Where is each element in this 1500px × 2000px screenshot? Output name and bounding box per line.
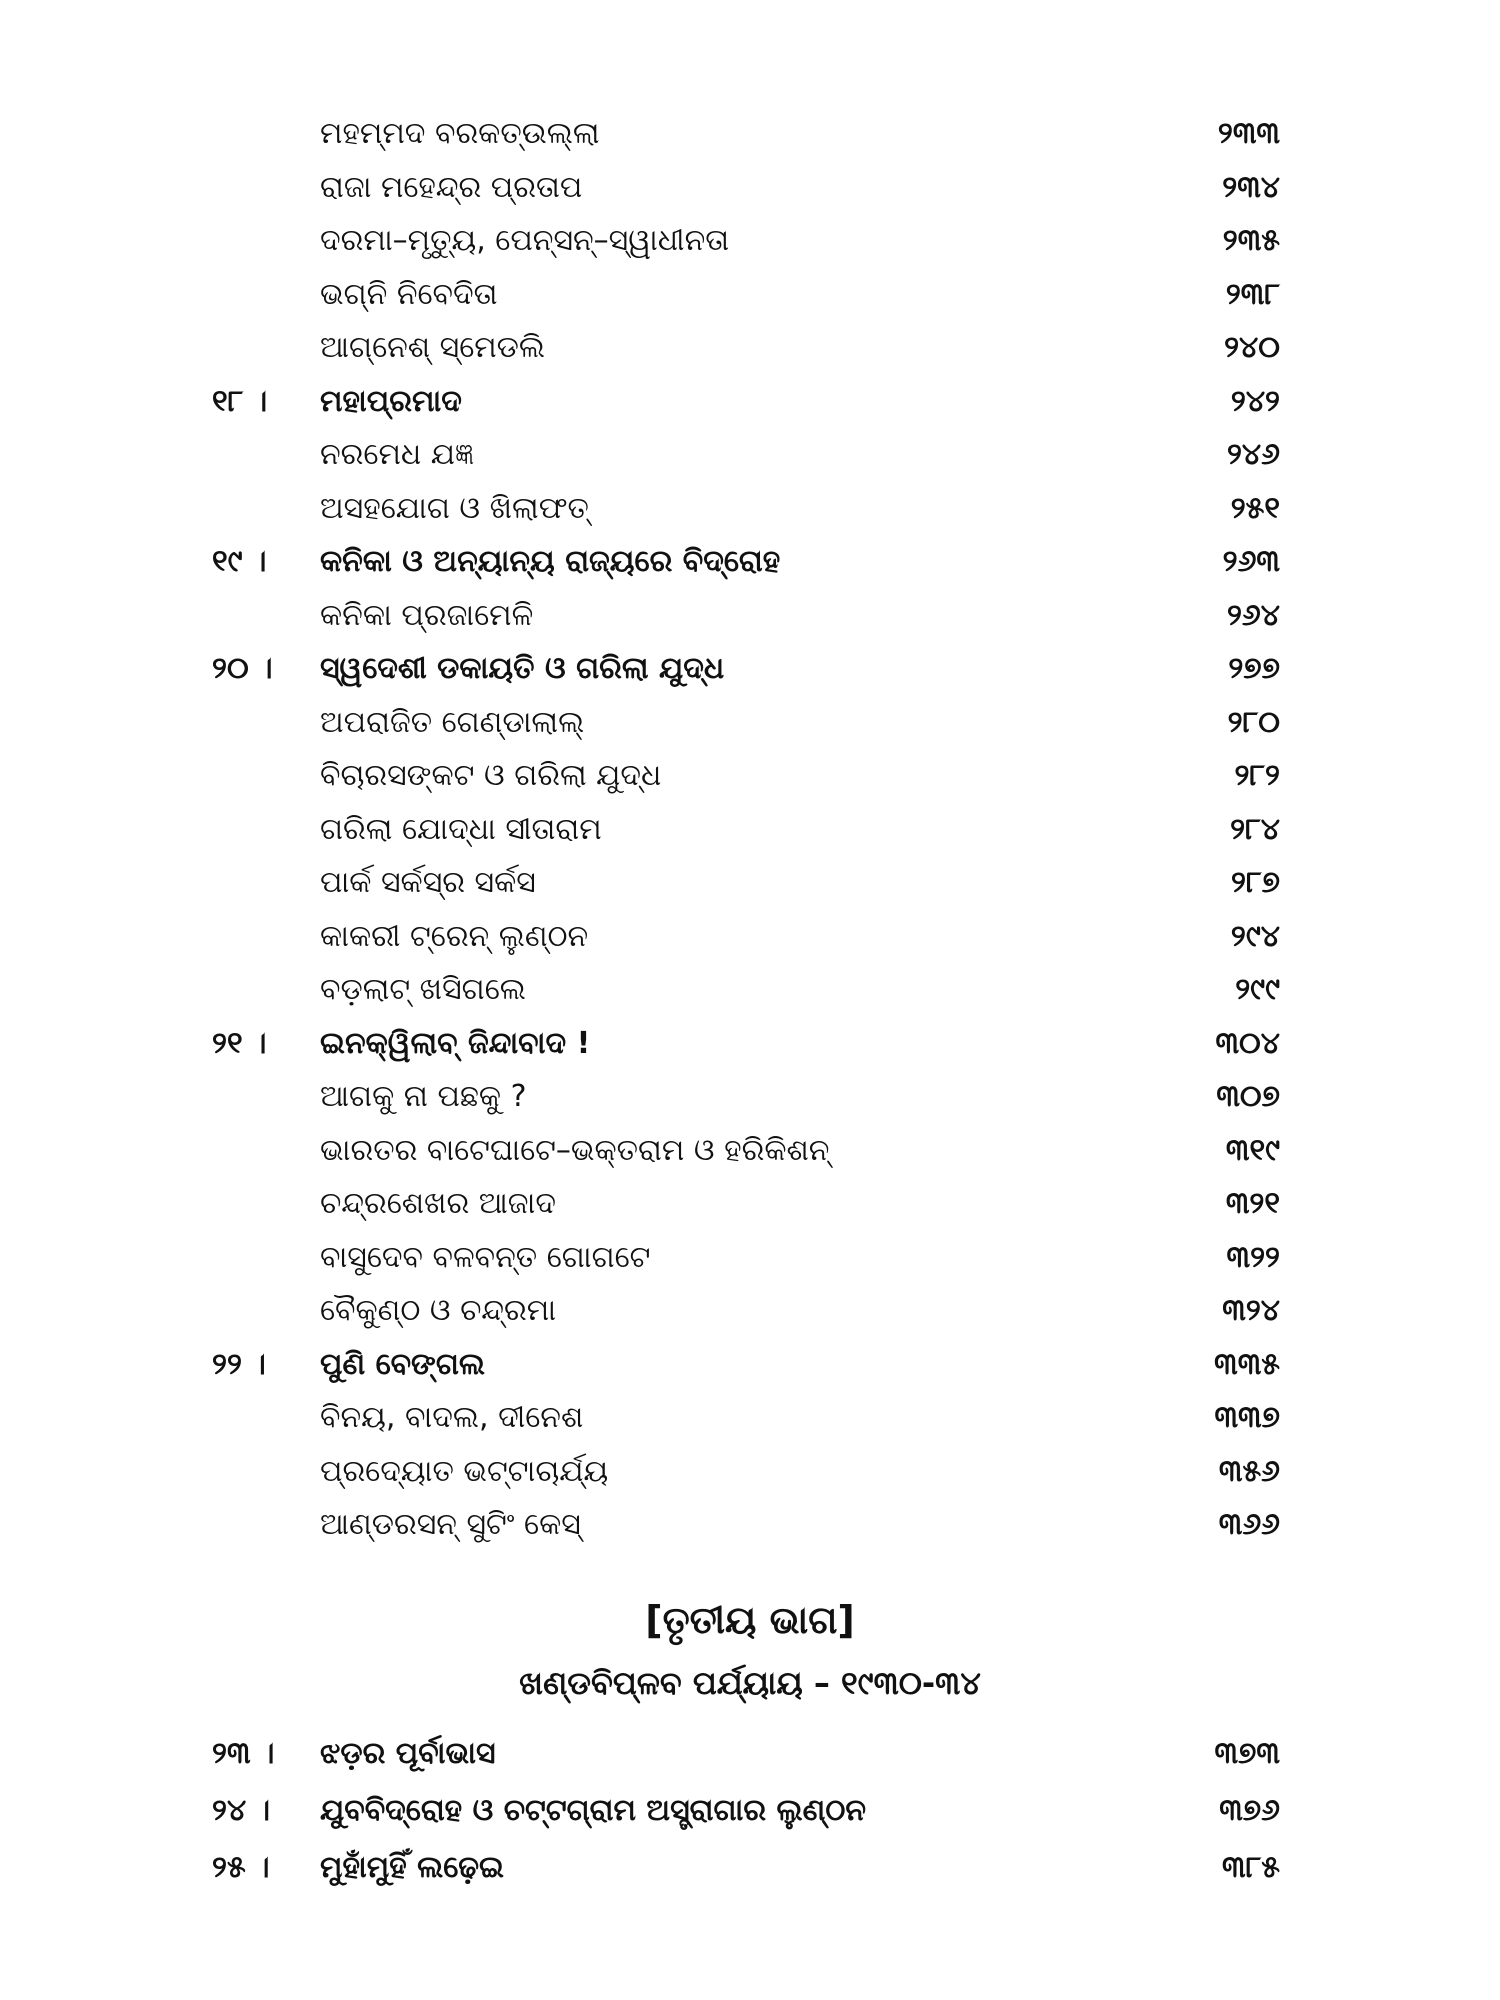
page-number: ୨୮୪ [1230, 811, 1280, 847]
toc-chapter-row [0, 645, 1500, 699]
toc-entry-row [0, 1394, 1500, 1448]
toc-entry-row [0, 1127, 1500, 1181]
entry-title: ବଡ଼ଲାଟ୍ ଖସିଗଲେ [320, 972, 526, 1007]
page-number: ୨୬୩ [1222, 544, 1280, 579]
entry-title: ଗରିଲା ଯୋଦ୍ଧା ସୀତାରାମ [320, 811, 602, 847]
chapter-number: ୨୦ । [212, 651, 273, 686]
page-number: ୩୬୬ [1218, 1507, 1280, 1542]
toc-entry-row [0, 1234, 1500, 1288]
toc-chapter-row [0, 1844, 1500, 1901]
entry-title: ବୈକୁଣ୍ଠ ଓ ଚନ୍ଦ୍ରମା [320, 1293, 557, 1328]
entry-title: ବାସୁଦେବ ବଳବନ୍ତ ଗୋଗଟେ [320, 1239, 651, 1275]
entry-title: କନିକା ଓ ଅନ୍ୟାନ୍ୟ ରାଜ୍ୟରେ ବିଦ୍ରୋହ [320, 544, 781, 579]
page-number: ୩୨୨ [1226, 1239, 1280, 1275]
entry-title: ପୁଣି ବେଙ୍ଗଲ [320, 1346, 486, 1382]
toc-list-part-two [0, 110, 1500, 1555]
page-number: ୩୮୫ [1222, 1850, 1280, 1885]
entry-title: ଯୁବବିଦ୍ରୋହ ଓ ଚଟ୍ଟଗ୍ରାମ ଅସ୍ତ୍ରାଗାର ଲୁଣ୍ଠନ [320, 1793, 867, 1828]
entry-title: କନିକା ପ୍ରଜାମେଳି [320, 597, 534, 633]
entry-title: ଅପରାଜିତ ଗେଣ୍ଡାଲାଲ୍ [320, 704, 585, 740]
page-number: ୩୧୯ [1225, 1132, 1280, 1168]
page-number: ୨୮୭ [1231, 865, 1280, 900]
page-number: ୨୬୪ [1226, 597, 1280, 633]
toc-entry-row [0, 752, 1500, 806]
entry-title: ମହାପ୍ରମାଦ [320, 383, 462, 419]
page-number: ୨୩୪ [1222, 169, 1280, 205]
toc-chapter-row [0, 538, 1500, 592]
toc-entry-row [0, 271, 1500, 325]
toc-entry-row [0, 592, 1500, 646]
entry-title: ମୁହାଁମୁହିଁ ଲଢ଼େଇ [320, 1850, 504, 1885]
page-number: ୩୭୩ [1214, 1736, 1280, 1771]
entry-title: ମହମ୍ମଦ ବରକତ୍‌ଉଲ୍ଲା [320, 116, 600, 151]
part-heading: [ତୃତୀୟ ଭାଗ] [645, 1598, 855, 1642]
page-number: ୨୪୦ [1224, 330, 1280, 365]
toc-entry-row [0, 806, 1500, 860]
page-number: ୩୫୬ [1218, 1453, 1280, 1489]
chapter-number: ୨୧ । [212, 1025, 267, 1061]
chapter-number: ୨୩ । [212, 1736, 275, 1771]
toc-entry-row [0, 913, 1500, 967]
entry-title: ରାଜା ମହେନ୍ଦ୍ର ପ୍ରତାପ [320, 169, 583, 205]
page-number: ୨୩୮ [1225, 276, 1280, 312]
page-number: ୨୪୬ [1226, 437, 1280, 472]
toc-entry-row [0, 485, 1500, 539]
entry-title: ଆଣ୍ଡରସନ୍ ସୁଟିଂ କେସ୍ [320, 1507, 581, 1542]
page-number: ୩୩୭ [1214, 1400, 1280, 1435]
entry-title: ଆଗ୍ନେଶ୍ ସ୍ମେଡଲି [320, 330, 545, 365]
entry-title: ଇନକ୍ୱିଲାବ୍ ଜିନ୍ଦାବାଦ ! [320, 1025, 591, 1061]
toc-chapter-row [0, 1341, 1500, 1395]
page-number: ୨୯୪ [1230, 918, 1280, 954]
chapter-number: ୧୮ । [212, 383, 268, 419]
entry-title: ବିଚାରସଙ୍କଟ ଓ ଗରିଲା ଯୁଦ୍ଧ [320, 758, 662, 793]
toc-entry-row [0, 966, 1500, 1020]
page-number: ୩୩୫ [1214, 1346, 1280, 1382]
entry-title: ଅସହଯୋଗ ଓ ଖିଲାଫତ୍ [320, 490, 589, 526]
chapter-number: ୨୪ । [212, 1793, 271, 1828]
chapter-number: ୨୨ । [212, 1346, 266, 1382]
entry-title: ଭଗ୍ନି ନିବେଦିତା [320, 276, 498, 312]
toc-entry-row [0, 217, 1500, 271]
entry-title: ବିନୟ, ବାଦଲ, ଦୀନେଶ [320, 1400, 584, 1435]
page-number: ୩୭୬ [1219, 1793, 1280, 1828]
entry-title: ଚନ୍ଦ୍ରଶେଖର ଆଜାଦ [320, 1186, 557, 1221]
toc-list-part-three [0, 1730, 1500, 1901]
page-number: ୨୯୯ [1235, 972, 1280, 1007]
page-number: ୨୮୦ [1227, 704, 1280, 740]
page-number: ୨୩୩ [1217, 116, 1280, 151]
toc-entry-row [0, 1448, 1500, 1502]
entry-title: ଝଡ଼ର ପୂର୍ବାଭାସ [320, 1736, 496, 1771]
toc-chapter-row [0, 1020, 1500, 1074]
entry-title: ପାର୍କ ସର୍କସ୍‌ର ସର୍କସ [320, 865, 536, 900]
toc-entry-row [0, 1287, 1500, 1341]
toc-entry-row [0, 699, 1500, 753]
page-number: ୩୨୪ [1222, 1293, 1280, 1328]
toc-entry-row [0, 110, 1500, 164]
part-subheading: ଖଣ୍ଡବିପ୍ଳବ ପର୍ଯ୍ୟାୟ – ୧୯୩୦-୩୪ [519, 1664, 981, 1702]
entry-title: ଭାରତର ବାଟେଘାଟେ–ଭକ୍ତରାମ ଓ ହରିକିଶନ୍ [320, 1132, 830, 1168]
toc-entry-row [0, 1073, 1500, 1127]
toc-entry-row [0, 324, 1500, 378]
page-number: ୩୦୭ [1216, 1079, 1280, 1114]
page-number: ୨୩୫ [1222, 223, 1280, 258]
toc-chapter-row [0, 1730, 1500, 1787]
page-number: ୨୭୭ [1228, 651, 1280, 686]
entry-title: ନରମେଧ ଯଜ୍ଞ [320, 437, 475, 472]
chapter-number: ୨୫ । [212, 1850, 270, 1885]
page-number: ୩୦୪ [1215, 1025, 1280, 1061]
toc-chapter-row [0, 378, 1500, 432]
toc-entry-row [0, 431, 1500, 485]
toc-entry-row [0, 164, 1500, 218]
toc-chapter-row [0, 1787, 1500, 1844]
page-number: ୩୨୧ [1225, 1186, 1280, 1221]
page-number: ୨୮୨ [1234, 758, 1280, 793]
entry-title: ପ୍ରଦ୍ୟୋତ ଭଟ୍ଟାଚାର୍ଯ୍ୟ [320, 1453, 609, 1489]
chapter-number: ୧୯ । [212, 544, 267, 579]
entry-title: ଦରମା–ମୃତ୍ୟୁ, ପେନ୍‌ସନ୍‌–ସ୍ୱାଧୀନତା [320, 223, 730, 258]
toc-entry-row [0, 859, 1500, 913]
toc-entry-row [0, 1501, 1500, 1555]
page-number: ୨୪୨ [1230, 383, 1280, 419]
page-number: ୨୫୧ [1230, 490, 1280, 526]
entry-title: କାକରୀ ଟ୍ରେନ୍ ଲୁଣ୍ଠନ [320, 918, 589, 954]
entry-title: ଆଗକୁ ନା ପଛକୁ ? [320, 1079, 527, 1114]
toc-entry-row [0, 1180, 1500, 1234]
entry-title: ସ୍ୱଦେଶୀ ଡକାୟତି ଓ ଗରିଲା ଯୁଦ୍ଧ [320, 651, 725, 686]
